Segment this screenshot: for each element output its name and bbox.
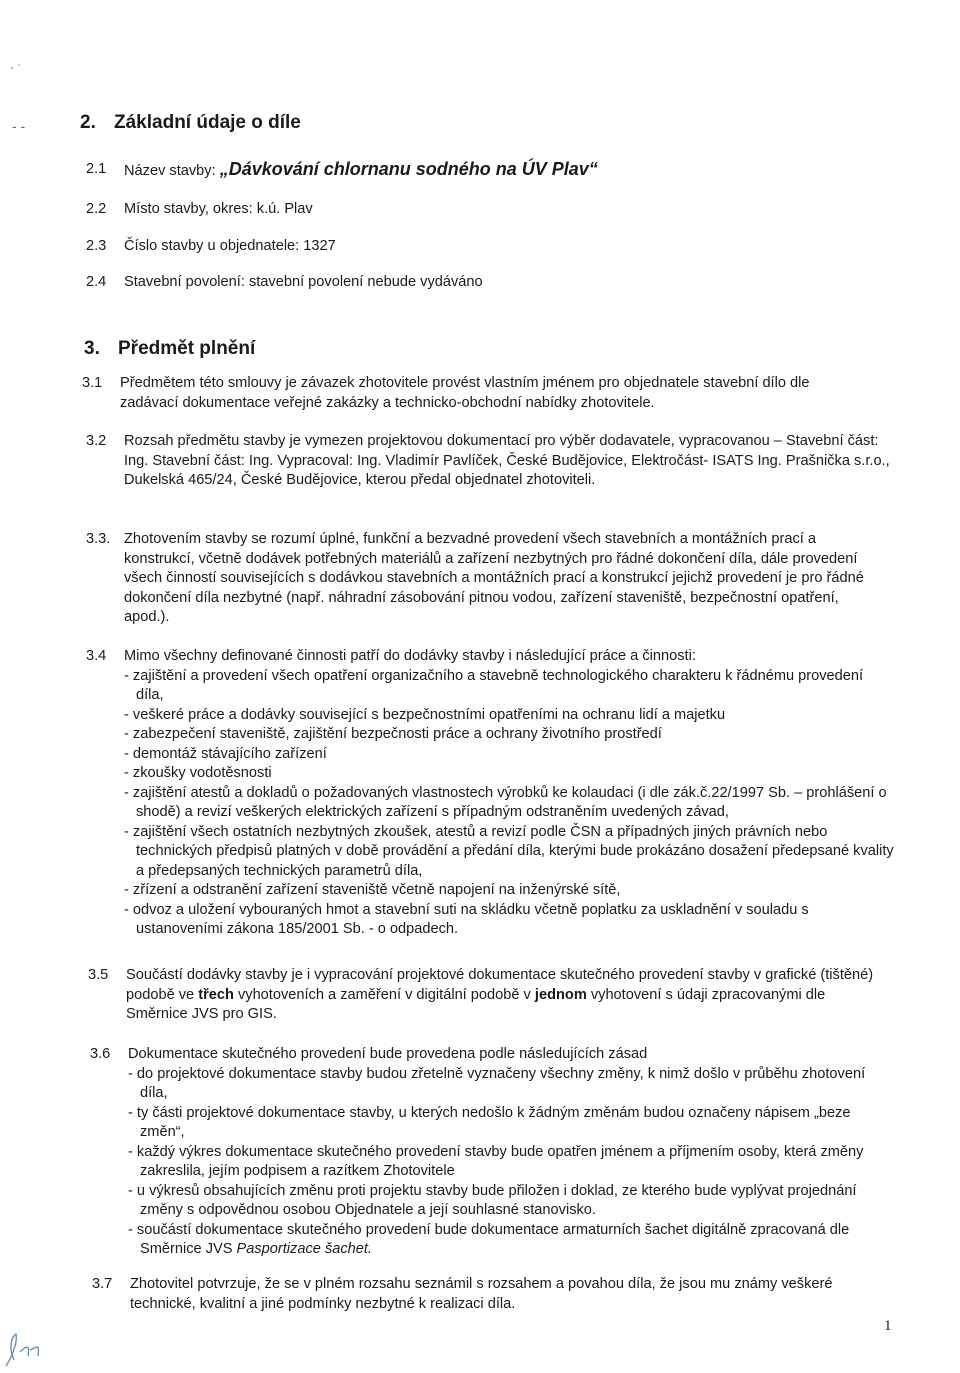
works-list [124, 667, 894, 940]
documentation-rules-list [128, 1065, 888, 1260]
list-item: - zajištění atestů a dokladů o požadovaných vlastnostech výrobků ke kolaudaci (i dle zák.č.22/1997 Sb. – prohlášení o shodě) a revizí veškerých elektrických zařízení s případným odstraněním uvedených závad, [124, 784, 894, 823]
section-3-heading: 3. Předmět plnění [84, 338, 256, 359]
list-item: - ty části projektové dokumentace stavby, u kterých nedošlo k žádným změnám budou označeny nápisem „beze změn“, [128, 1104, 888, 1143]
scan-mark-dashes: ‑ ‑ [12, 118, 26, 134]
list-item: - zabezpečení staveniště, zajištění bezpečnosti práce a ochrany životního prostředí [124, 725, 894, 745]
list-item: - veškeré práce a dodávky související s bezpečnostními opatřeními na ochranu lidí a majetku [124, 706, 894, 726]
list-item: - zajištění a provedení všech opatření organizačního a stavebně technologického charakteru k řádnému provedení díla, [124, 667, 894, 706]
list-item: - u výkresů obsahujících změnu proti projektu stavby bude přiložen i doklad, ze kterého bude vyplývat projednání změny s odpovědnou osobou Objednatele a její souhlasné stanovisko. [128, 1182, 888, 1221]
document-page: ‧ ˈ ‑ ‑ 2. Základní údaje o díle 2.1 Název stavby: „Dávkování chlornanu sodného na ÚV Plav“ 2.2 Místo stavby, okres: k.ú. Plav 2.3 Číslo stavby u objednatele: 1327 2.4 Stavební povolení: stavební povolení nebude vydáváno 3. Předmět plnění 3.1 Předmětem této smlouvy je závazek zhotovitele provést vlastním jménem pro objednatele stavební dílo dle zadávací dokumentace veřejné zakázky a technicko-obchodní nabídky zhotovitele. 3.2 Rozsah předmětu stavby je vymezen projektovou dokumentací pro výběr dodavatele, vypracovanou – Stavební část: Ing. Stavební část: Ing. Vypracoval: Ing. Vladimír Pavlíček, České Budějovice, Elektročást- ISATS Ing. Prašnička s.r.o., Dukelská 465/24, České Budějovice, kterou předal objednatel zhotoviteli. 3.3. Zhotovením stavby se rozumí úplné, funkční a bezvadné provedení všech stavebních a montážních prací a konstrukcí, včetně dodávek potřebných materiálů a zařízení nezbytných pro řádné dokončení díla, dále provedení všech činností souvisejících s dodávkou stavebních a montážních prací a konstrukcí jejichž provedení je pro řádné dokončení díla nezbytné (např. náhradní zásobování pitnou vodou, zařízení staveniště, bezpečnostní opatření, apod.). 3.4 Mimo všechny definované činnosti patří do dodávky stavby i následující práce a činnosti: - zajištění a provedení všech opatření organizačního a stavebně technologického charakteru k řádnému provedení díla, - veškeré práce a dodávky související s bezpečnostními opatřeními na ochranu lidí a majetku - zabezpečení staveniště, zajištění bezpečnosti práce a ochrany životního prostředí - demontáž stávajícího zařízení - zkoušky vodotěsnosti - zajištění atestů a dokladů o požadovaných vlastnostech výrobků ke kolaudaci (i dle zák.č.22/1997 Sb. – prohlášení o shodě) a revizí veškerých elektrických zařízení s případným odstraněním uvedených závad, - zajištění všech ostatních nezbytných zkoušek, atestů a revizí podle ČSN a případných jiných právních nebo technických předpisů platných v době provádění a předání díla, kterými bude prokázáno dosažení předepsané kvality a předepsaných technických parametrů díla, - zřízení a odstranění zařízení staveniště včetně napojení na inženýrské sítě, - odvoz a uložení vybouraných hmot a stavební suti na skládku včetně poplatku za uskladnění v souladu s ustanoveními zákona 185/2001 Sb. - o odpadech. 3.5 Součástí dodávky stavby je i vypracování projektové dokumentace skutečného provedení stavby v grafické (tištěné) podobě ve třech vyhotoveních a zaměření v digitální podobě v jednom vyhotovení s údaji zpracovanými dle Směrnice JVS pro GIS. 3.6 Dokumentace skutečného provedení bude provedena podle následujících zásad - do projektové dokumentace stavby budou zřetelně vyznačeny všechny změny, k nimž došlo v průběhu zhotovení díla, - ty části projektové dokumentace stavby, u kterých nedošlo k žádným změnám budou označeny nápisem „beze změn“, - každý výkres dokumentace skutečného provedení stavby bude opatřen jménem a příjmením osoby, která změny zakreslila, jejím podpisem a razítkem Zhotovitele - u výkresů obsahujících změnu proti projektu stavby bude přiložen i doklad, ze kterého bude vyplývat projednání změny s odpovědnou osobou Objednatele a její souhlasné stanovisko. - součástí dokumentace skutečného provedení bude dokumentace armaturních šachet digitálně zpracovaná dle Směrnice JVS Pasportizace šachet. 3.7 Zhotovitel potvrzuje, že se v plném rozsahu seznámil s rozsahem a povahou díla, že jsou mu známy veškeré technické, kvalitní a jiné podmínky nezbytné k realizaci díla. 1 [0, 0, 960, 1373]
list-item: - zřízení a odstranění zařízení staveniště včetně napojení na inženýrské sítě, [124, 881, 894, 901]
handwritten-initials [0, 1330, 60, 1370]
list-item: - do projektové dokumentace stavby budou zřetelně vyznačeny všechny změny, k nimž došlo v průběhu zhotovení díla, [128, 1065, 888, 1104]
list-item: - zajištění všech ostatních nezbytných zkoušek, atestů a revizí podle ČSN a případných jiných právních nebo technických předpisů platných v době provádění a předání díla, kterými bude prokázáno dosažení předepsané kvality a předepsaných technických parametrů díla, [124, 823, 894, 882]
list-item: - demontáž stávajícího zařízení [124, 745, 894, 765]
section-2-heading: 2. Základní údaje o díle [80, 112, 301, 133]
list-item: - odvoz a uložení vybouraných hmot a stavební suti na skládku včetně poplatku za uskladnění v souladu s ustanoveními zákona 185/2001 Sb. - o odpadech. [124, 901, 894, 940]
page-number: 1 [884, 1318, 892, 1334]
scan-mark: ‧ ˈ [10, 62, 22, 76]
list-item: - každý výkres dokumentace skutečného provedení stavby bude opatřen jménem a příjmením osoby, která změny zakreslila, jejím podpisem a razítkem Zhotovitele [128, 1143, 888, 1182]
list-item: - součástí dokumentace skutečného provedení bude dokumentace armaturních šachet digitálně zpracovaná dle Směrnice JVS Pasportizace šachet. [128, 1221, 888, 1260]
building-title: „Dávkování chlornanu sodného na ÚV Plav“ [219, 159, 598, 179]
list-item: - zkoušky vodotěsnosti [124, 764, 894, 784]
